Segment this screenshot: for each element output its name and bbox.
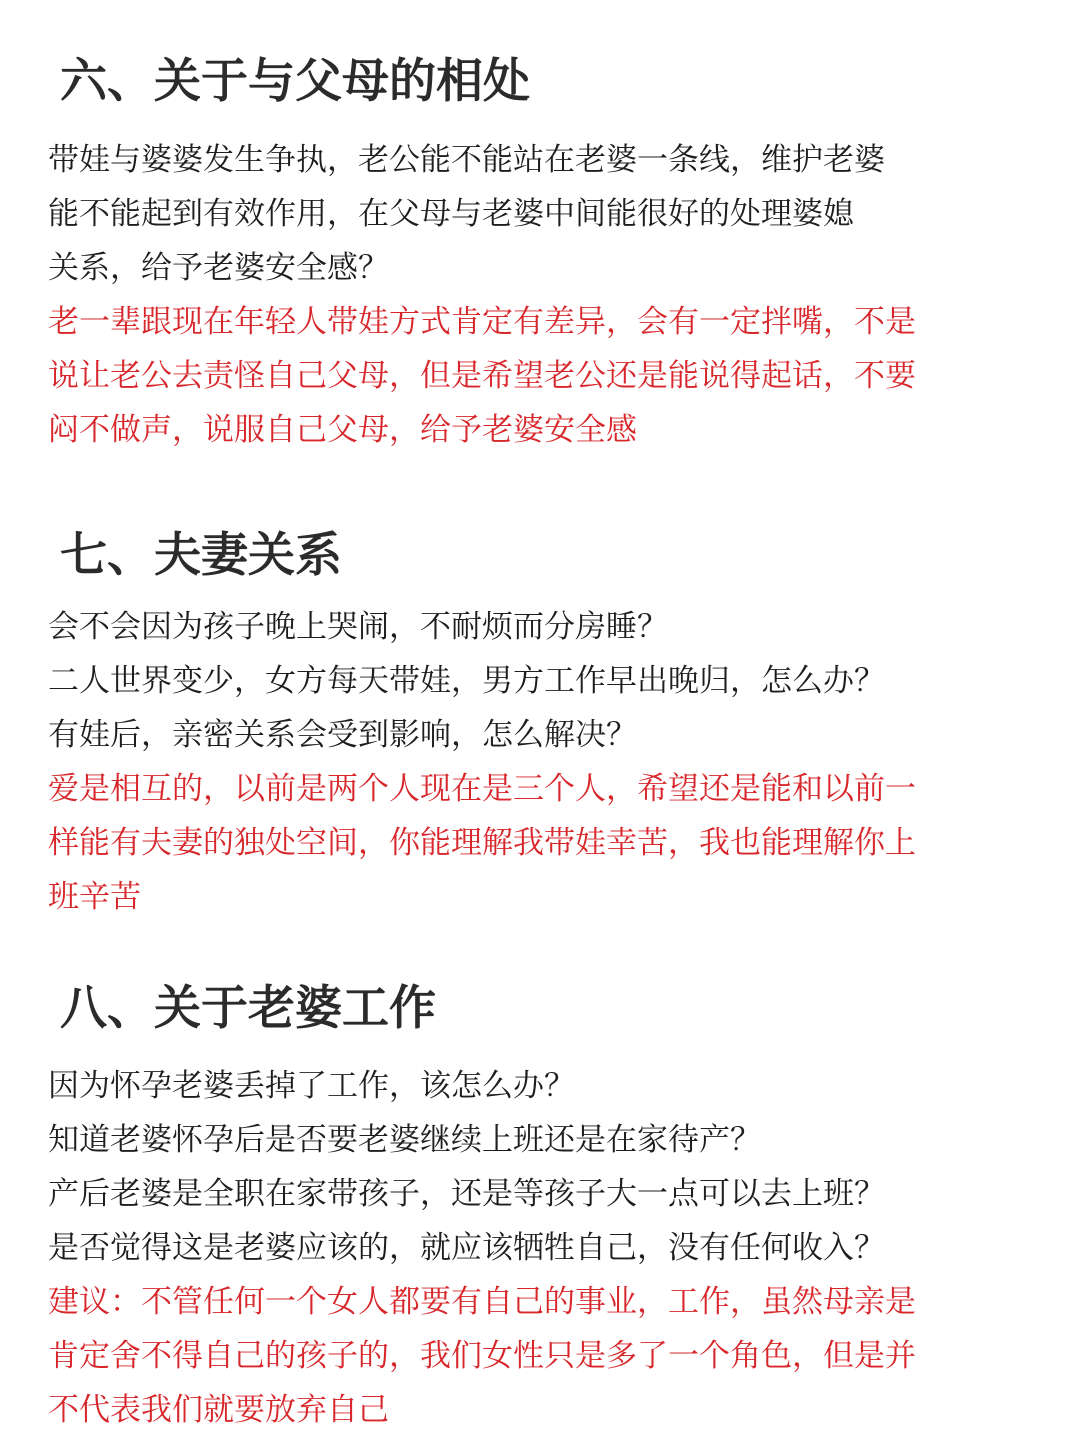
question-line: 知道老婆怀孕后是否要老婆继续上班还是在家待产？ — [48, 1122, 761, 1158]
question-line: 能不能起到有效作用，在父母与老婆中间能很好的处理婆媳 — [48, 196, 854, 232]
question-line: 二人世界变少，女方每天带娃，男方工作早出晚归，怎么办？ — [48, 663, 885, 699]
question-line: 是否觉得这是老婆应该的，就应该牺牲自己，没有任何收入？ — [48, 1230, 885, 1266]
question-line: 关系，给予老婆安全感？ — [48, 250, 389, 286]
answer-line: 不代表我们就要放弃自己 — [48, 1392, 389, 1428]
answer-line: 老一辈跟现在年轻人带娃方式肯定有差异，会有一定拌嘴，不是 — [48, 304, 916, 340]
section-heading-7: 七、夫妻关系 — [60, 528, 342, 583]
answer-line: 班辛苦 — [48, 879, 141, 915]
answer-line: 样能有夫妻的独处空间，你能理解我带娃幸苦，我也能理解你上 — [48, 825, 916, 861]
section-questions-6 — [48, 133, 1048, 457]
answer-line: 爱是相互的，以前是两个人现在是三个人，希望还是能和以前一 — [48, 771, 916, 807]
answer-line: 说让老公去责怪自己父母，但是希望老公还是能说得起话，不要 — [48, 358, 916, 394]
section-questions-7 — [48, 600, 1048, 924]
question-line: 会不会因为孩子晚上哭闹，不耐烦而分房睡？ — [48, 609, 668, 645]
section-questions-8 — [48, 1059, 1048, 1437]
question-line: 因为怀孕老婆丢掉了工作，该怎么办？ — [48, 1068, 575, 1104]
section-heading-6: 六、关于与父母的相处 — [60, 54, 530, 109]
answer-line: 建议：不管任何一个女人都要有自己的事业，工作，虽然母亲是 — [48, 1284, 916, 1320]
answer-line: 闷不做声，说服自己父母，给予老婆安全感 — [48, 412, 637, 448]
question-line: 产后老婆是全职在家带孩子，还是等孩子大一点可以去上班？ — [48, 1176, 885, 1212]
question-line: 带娃与婆婆发生争执，老公能不能站在老婆一条线，维护老婆 — [48, 142, 885, 178]
question-line: 有娃后，亲密关系会受到影响，怎么解决？ — [48, 717, 637, 753]
section-heading-8: 八、关于老婆工作 — [60, 981, 436, 1036]
answer-line: 肯定舍不得自己的孩子的，我们女性只是多了一个角色，但是并 — [48, 1338, 916, 1374]
